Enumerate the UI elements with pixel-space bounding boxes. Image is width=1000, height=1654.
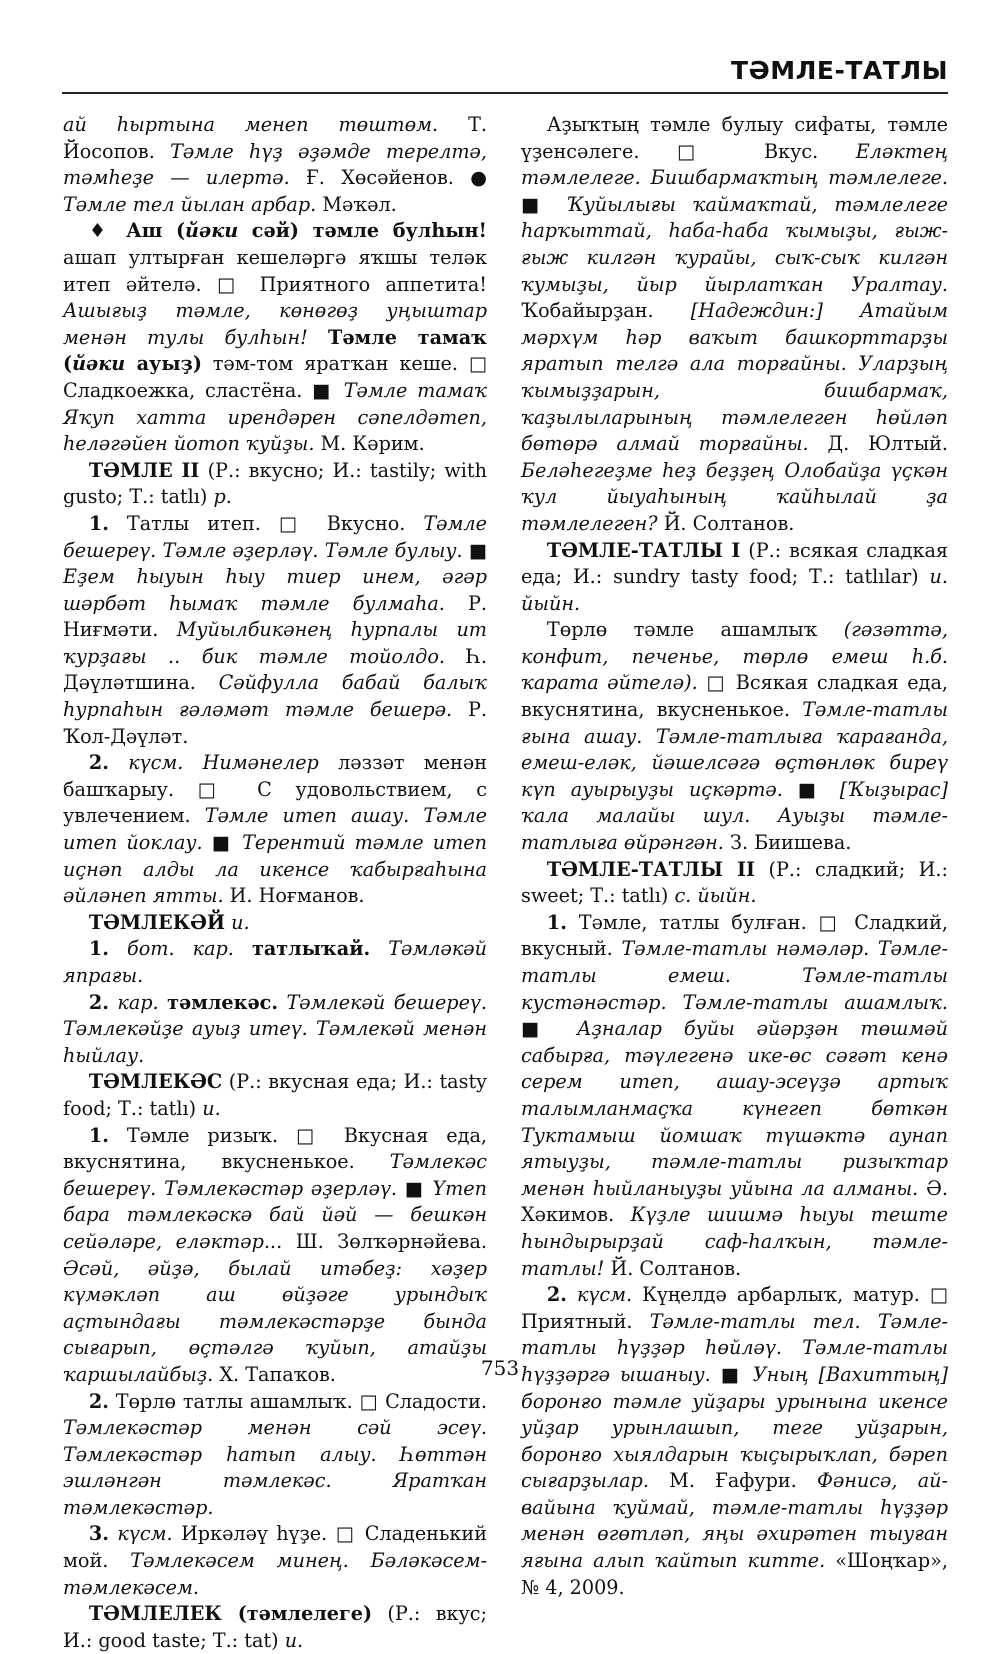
italic-text: Тәмле-татлы ғына ашау. Тәмле-татлыға ҡарағанда, емеш-еләк, йәшелсәгә өҫтөнлөк биреү күп ауырыуҙы иҫкәртә. bbox=[521, 698, 948, 801]
headword-text: 1. bbox=[88, 1123, 109, 1147]
italic-text: Еләктең тәмлелеге. Бишбармаҡтың тәмлелеге. bbox=[521, 139, 948, 190]
body-text: (Р.: всякая сладкая еда; И.: sundry tasty food; Т.: tatlılar) bbox=[521, 538, 948, 589]
headword-text: Аш ( bbox=[126, 219, 186, 243]
body-text bbox=[109, 751, 128, 774]
body-text: (Р.: вкус; И.: good taste; Т.: tat) bbox=[63, 1602, 487, 1652]
dictionary-paragraph bbox=[521, 857, 948, 910]
body-text bbox=[159, 991, 167, 1014]
italic-text: Тәмләкәй япрағы. bbox=[63, 937, 488, 987]
body-text: Мәҡәл. bbox=[316, 192, 397, 216]
italic-text: и. bbox=[284, 1628, 304, 1652]
italic-text: Тәмле итеп ашау. Тәмле итеп йоклау. bbox=[63, 804, 487, 855]
body-text: Ш. Зөлҡәрнәйева. bbox=[282, 1229, 487, 1253]
running-header-title: ТӘМЛЕ-ТАТЛЫ bbox=[731, 56, 948, 85]
italic-text: Тәмлекәсем минең. Бәләкәсем-тәмлекәсем. bbox=[63, 1549, 487, 1599]
italic-text: Аҙналар буйы әйәрҙән төшмәй сабырға, тәүлегенә ике-өс сәғәт кенә серем итеп, ашау-эсеүҙә артыҡ талымланмаҫҡа күнегеп бөткән Туктамыш йомшаҡ түшәктә аунап ятыуҙы, тәмле-татлы ризыҡтар менән һыйланыуҙы уйына ла алманы. bbox=[521, 1017, 948, 1200]
dictionary-paragraph bbox=[521, 112, 948, 538]
italic-text: Тәмле һүҙ әҙәмде терелтә, тәмһеҙе — илертә. bbox=[63, 139, 487, 190]
body-text: Күңелдә арбарлыҡ, матур. □ Приятный. bbox=[521, 1283, 948, 1333]
headword-text: 2. bbox=[88, 1389, 109, 1413]
headword-text: сәй) тәмле булһын! bbox=[238, 219, 487, 243]
italic-text: Фәнисә, ай-вайына ҡуймай, тәмле-татлы һүҙҙәр менән өгөтләп, яңы әхирәтен тыуған яғына алып ҡайтып китте. bbox=[521, 1469, 949, 1573]
italic-text: с. йыйн. bbox=[674, 884, 757, 908]
headword-text: 1. bbox=[88, 937, 109, 961]
dictionary-paragraph bbox=[63, 458, 487, 511]
body-text: (Р.: вкусно; И.: tastily; with gusto; Т.: tatlı) bbox=[63, 458, 487, 509]
body-text: Р. Ҡол-Дәүләт. bbox=[63, 698, 488, 748]
dictionary-paragraph bbox=[521, 538, 948, 618]
body-text: Д. Юлтый. bbox=[808, 432, 948, 456]
dictionary-paragraph bbox=[63, 1069, 487, 1122]
italic-text: (гәзәттә, конфит, печенье, төрлө емеш һ.б. ҡарата әйтелә). bbox=[521, 618, 948, 695]
body-text: ■ bbox=[710, 1362, 753, 1386]
body-text bbox=[109, 1522, 117, 1545]
headword-text: ТӘМЛЕКӘЙ bbox=[88, 910, 226, 934]
headword-text: татлыҡай. bbox=[251, 937, 371, 961]
dictionary-paragraph bbox=[63, 511, 487, 750]
headword-text: 1. bbox=[546, 910, 567, 934]
left-column bbox=[63, 112, 487, 1654]
italic-text: бот. кар. bbox=[127, 937, 234, 961]
italic-text: Муйылбикәнең һурпалы ит ҡурҙағы .. бик тәмле тойолдо. bbox=[63, 618, 487, 668]
dictionary-paragraph bbox=[63, 1389, 487, 1522]
body-text bbox=[183, 751, 202, 774]
headword-text: 2. bbox=[88, 990, 109, 1014]
italic-text: [Надеждин:] Атайым мәрхүм һәр ваҡыт башкорттарҙы яратып телгә ала торғайны. Уларҙың ҡымыҙҙарын, бишбармаҡ, ҡаҙылыларының тәмлелеген һөйләп бөтөрә алмай торғайны. bbox=[521, 299, 949, 456]
headword-text: ауыҙ) bbox=[125, 352, 202, 376]
italic-text: Нимәнелер bbox=[202, 751, 319, 775]
body-text bbox=[308, 326, 328, 349]
italic-text: Ҡуйылығы ҡаймаҡтай, тәмлелеге һарҡыттай, һаба-һаба ҡымыҙы, ғыж-ғыж килгән ҡурайы, сыҡ-сыҡ килгән ҡумыҙы, йыр йырлатҡан Уралтау. bbox=[521, 192, 948, 296]
body-text: Ҡобайырҙан. bbox=[521, 299, 691, 323]
dictionary-paragraph bbox=[63, 218, 487, 457]
italic-text: и. йыйн. bbox=[521, 565, 948, 615]
body-text: ■ bbox=[202, 831, 243, 855]
italic-text: Тәмле тамаҡ Яҡуп хатта ирендәрен сәпелдәтеп, һеләгәйен йотоп ҡуйҙы. bbox=[63, 378, 487, 456]
body-text: Т. Йосопов. bbox=[63, 113, 487, 163]
dictionary-paragraph bbox=[63, 1521, 487, 1601]
body-text: И. Ноғманов. bbox=[223, 884, 365, 908]
italic-text: Беләһегеҙме һеҙ беҙҙең Олобайҙа үҫкән ҡул йыуаһының ҡайһылай ҙа тәмлелеген? bbox=[521, 458, 948, 535]
italic-text: и. bbox=[231, 910, 250, 934]
headword-text: 2. bbox=[546, 1283, 567, 1307]
headword-text: 2. bbox=[88, 751, 109, 775]
headword-text: ТӘМЛЕЛЕК (тәмлелеге) bbox=[88, 1602, 373, 1626]
dictionary-paragraph bbox=[63, 750, 487, 910]
body-text: Х. Тапаҡов. bbox=[213, 1362, 336, 1386]
body-text: ләззәт менән башҡарыу. □ С удовольствием, с увлечением. bbox=[63, 751, 488, 828]
italic-text: Уның [Вахиттың] боронғо тәмле уйҙары урынына икенсе уйҙар урынлашып, теге уйҙарын, боронғо хыялдарын ҡыҫырыҡлап, бәреп сығарҙылар. bbox=[521, 1362, 948, 1493]
body-text: Иркәләү һүҙе. □ Сладенький мой. bbox=[63, 1522, 487, 1573]
italic-text: ай һыртына менеп төштөм. bbox=[63, 113, 439, 136]
dictionary-paragraph bbox=[63, 936, 487, 989]
headword-text: ТӘМЛЕ-ТАТЛЫ II bbox=[546, 857, 755, 881]
dictionary-paragraph bbox=[63, 1601, 487, 1654]
body-text: ■ bbox=[782, 777, 840, 801]
body-text: Ғ. Хөсәйенов. ● bbox=[289, 166, 487, 190]
italic-text: р. bbox=[213, 485, 232, 509]
italic-text: Еҙем һыуын һыу тиер инем, әгәр шәрбәт һымаҡ тәмле булмаһа. bbox=[63, 565, 487, 615]
dictionary-paragraph bbox=[521, 617, 948, 856]
body-text: Й. Солтанов. bbox=[657, 511, 795, 535]
italic-text: Ашығыҙ тәмле, көнөгөҙ уңыштар менән тулы булһын! bbox=[63, 299, 487, 349]
body-text: «Шоңҡар», № 4, 2009. bbox=[521, 1549, 948, 1599]
body-text: (Р.: вкусная еда; И.: tasty food; Т.: tatlı) bbox=[63, 1070, 487, 1120]
body-text: Й. Солтанов. bbox=[604, 1256, 742, 1280]
body-text bbox=[370, 937, 388, 960]
italic-text: йәки bbox=[72, 352, 126, 376]
body-text bbox=[567, 1283, 577, 1306]
headword-text: ТӘМЛЕКӘС bbox=[88, 1070, 223, 1094]
italic-text: күсм. bbox=[128, 751, 184, 775]
italic-text: кар. bbox=[117, 990, 159, 1014]
headword-text: 3. bbox=[88, 1522, 109, 1546]
dictionary-paragraph bbox=[63, 910, 487, 937]
dictionary-paragraph bbox=[63, 112, 487, 218]
body-text: Тәмле, татлы булған. □ Сладкий, вкусный. bbox=[521, 910, 948, 961]
body-text: Тәмле ризыҡ. □ Вкусная еда, вкуснятина, вкусненькое. bbox=[63, 1123, 487, 1174]
italic-text: Тәмле-татлы нәмәләр. Тәмле-татлы емеш. Тәмле-татлы кустәнәстәр. Тәмле-татлы ашамлыҡ. bbox=[521, 937, 948, 1014]
body-text: Һ. Дәүләтшина. bbox=[63, 644, 487, 695]
italic-text: Күҙле шишмә һыуы теште һындырырҙай саф-һалҡын, тәмле-татлы! bbox=[521, 1203, 948, 1280]
body-text: З. Биишева. bbox=[723, 831, 852, 855]
headword-text: ТӘМЛЕ-ТАТЛЫ I bbox=[546, 538, 741, 562]
dictionary-paragraph bbox=[63, 1123, 487, 1389]
dictionary-paragraph bbox=[521, 910, 948, 1282]
dictionary-paragraph bbox=[521, 1282, 948, 1601]
italic-text: Тәмле тел йылан арбар. bbox=[63, 192, 317, 216]
body-text bbox=[234, 937, 252, 960]
italic-text: Тәмле-татлы тел. Тәмле-татлы һүҙҙәр һөйләү. Тәмле-татлы һүҙҙәргә ышаныу. bbox=[521, 1309, 948, 1386]
italic-text: Тәмлекәстәр менән сәй эсеү. Тәмлекәстәр һатып алыу. Һөттән эшләнгән тәмлекәс. Яратҡан тәмлекәстәр. bbox=[63, 1416, 487, 1519]
body-text: ■ bbox=[397, 1176, 433, 1200]
italic-text: Сәйфулла бабай балыҡ һурпаһын ғәләмәт тәмле бешерә. bbox=[63, 671, 487, 722]
headword-text: ТӘМЛЕ II bbox=[88, 458, 200, 482]
dictionary-paragraph bbox=[63, 990, 487, 1070]
italic-text: күсм. bbox=[117, 1522, 173, 1546]
body-text: тәм-том яратҡан кеше. □ Сладкоежка, сластёна. ■ bbox=[63, 352, 488, 402]
italic-text: күсм. bbox=[576, 1283, 633, 1307]
italic-text: Тәмлекәй бешереү. Тәмлекәйҙе ауыҙ итеү. Тәмлекәй менән һыйлау. bbox=[63, 990, 487, 1067]
body-text: Р. Ниғмәти. bbox=[63, 591, 488, 642]
italic-text: Терентий тәмле итеп иҫнәп алды ла икенсе ҡабырғаһына әйләнеп ятты. bbox=[63, 831, 487, 908]
headword-text: 1. bbox=[88, 511, 109, 535]
body-text: Татлы итеп. □ Вкусно. bbox=[108, 511, 424, 535]
body-text: (Р.: сладкий; И.: sweet; Т.: tatlı) bbox=[521, 857, 948, 908]
body-text: ■ bbox=[462, 538, 487, 562]
body-text: □ Всякая сладкая еда, вкуснятина, вкусненькое. bbox=[521, 671, 948, 722]
body-text: Төрлө тәмле ашамлыҡ bbox=[546, 618, 844, 642]
body-text bbox=[109, 937, 127, 960]
body-text: Төрлө татлы ашамлыҡ. □ Сладости. bbox=[108, 1389, 487, 1413]
body-text: ■ bbox=[521, 1017, 577, 1041]
italic-text: [Ҡыҙырас] ҡала малайы шул. Ауыҙы тәмле-татлыға өйрәнгән. bbox=[521, 777, 948, 855]
body-text: ♦ bbox=[88, 219, 127, 243]
italic-text: Әсәй, әйҙә, былай итәбеҙ: хәҙер күмәкләп аш өйҙәге урындыҡ аҫтындағы тәмлекәстәрҙе бында сығарып, өҫтәлгә ҡуйып, атайҙы ҡаршылайбыҙ. bbox=[63, 1256, 487, 1386]
italic-text: и. bbox=[202, 1096, 221, 1120]
page-number: 753 bbox=[480, 1356, 520, 1380]
body-text: Аҙыҡтың тәмле булыу сифаты, тәмле үҙенсәлеге. □ Вкус. bbox=[521, 113, 948, 163]
italic-text: йәки bbox=[185, 219, 239, 243]
headword-text: Тәмле тамаҡ ( bbox=[63, 325, 487, 376]
body-text: М. Ғафури. bbox=[648, 1469, 818, 1493]
headword-text: тәмлекәс. bbox=[167, 990, 279, 1014]
italic-text: Үтеп бара тәмлекәскә бай йәй — бешкән сейәләре, еләктәр... bbox=[63, 1176, 488, 1253]
italic-text: Тәмлекәс бешереү. Тәмлекәстәр әҙерләү. bbox=[63, 1150, 487, 1200]
body-text: ■ bbox=[521, 192, 567, 216]
body-text: ашап ултырған кешеләргә яҡшы теләк итеп әйтелә. □ Приятного аппетита! bbox=[63, 245, 487, 296]
running-header bbox=[62, 52, 948, 94]
body-text: Ә. Хәкимов. bbox=[521, 1176, 948, 1227]
italic-text: Тәмле бешереү. Тәмле әҙерләү. Тәмле булыу. bbox=[63, 511, 487, 562]
body-text: М. Кәрим. bbox=[314, 432, 425, 456]
